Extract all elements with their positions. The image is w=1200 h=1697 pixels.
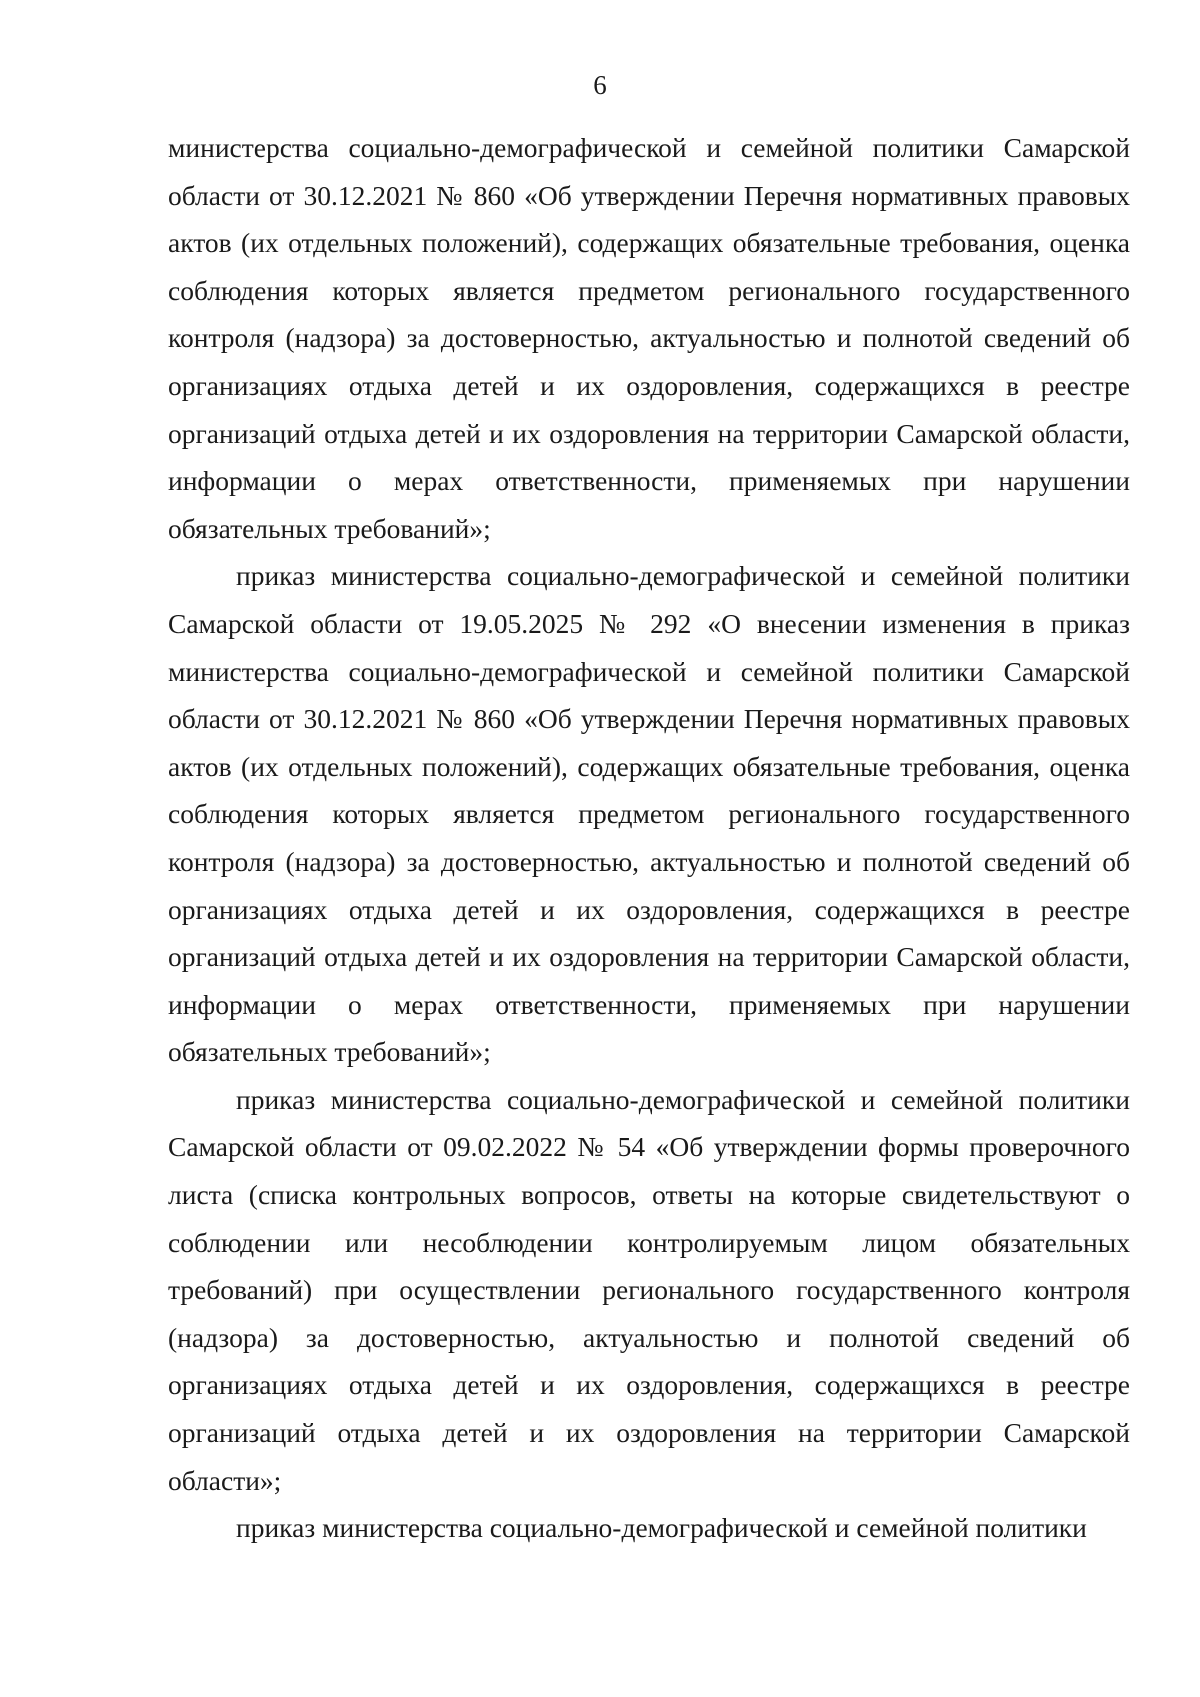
page-number: 6 xyxy=(593,70,607,100)
paragraph-order-54: приказ министерства социально-демографической и семейной политики Самарской области от 09.02.2022 № 54 «Об утверждении формы проверочного листа (списка контрольных вопросов, ответы на которые свидетельствуют о соблюдении или несоблюдении контролируемым лицом обязательных требований) при осуществлении регионального государственного контроля (надзора) за достоверностью, актуальностью и полнотой сведений об организациях отдыха детей и их оздоровления, содержащихся в реестре организаций отдыха детей и их оздоровления на территории Самарской области»; xyxy=(168,1083,1130,1496)
document-body xyxy=(168,124,1130,1552)
paragraph-order-next: приказ министерства социально-демографической и семейной политики xyxy=(236,1512,1087,1544)
paragraph-order-292: приказ министерства социально-демографической и семейной политики Самарской области от 19.05.2025 № 292 «О внесении изменения в приказ министерства социально-демографической и семейной политики Самарской области от 30.12.2021 № 860 «Об утверждении Перечня нормативных правовых актов (их отдельных положений), содержащих обязательные требования, оценка соблюдения которых является предметом регионального государственного контроля (надзора) за достоверностью, актуальностью и полнотой сведений об организациях отдыха детей и их оздоровления, содержащихся в реестре организаций отдыха детей и их оздоровления на территории Самарской области, информации о мерах ответственности, применяемых при нарушении обязательных требований»; xyxy=(168,560,1130,1068)
paragraph-continued: министерства социально-демографической и семейной политики Самарской области от 30.12.2021 № 860 «Об утверждении Перечня нормативных правовых актов (их отдельных положений), содержащих обязательные требования, оценка соблюдения которых является предметом регионального государственного контроля (надзора) за достоверностью, актуальностью и полнотой сведений об организациях отдыха детей и их оздоровления, содержащихся в реестре организаций отдыха детей и их оздоровления на территории Самарской области, информации о мерах ответственности, применяемых при нарушении обязательных требований»; xyxy=(168,132,1130,544)
